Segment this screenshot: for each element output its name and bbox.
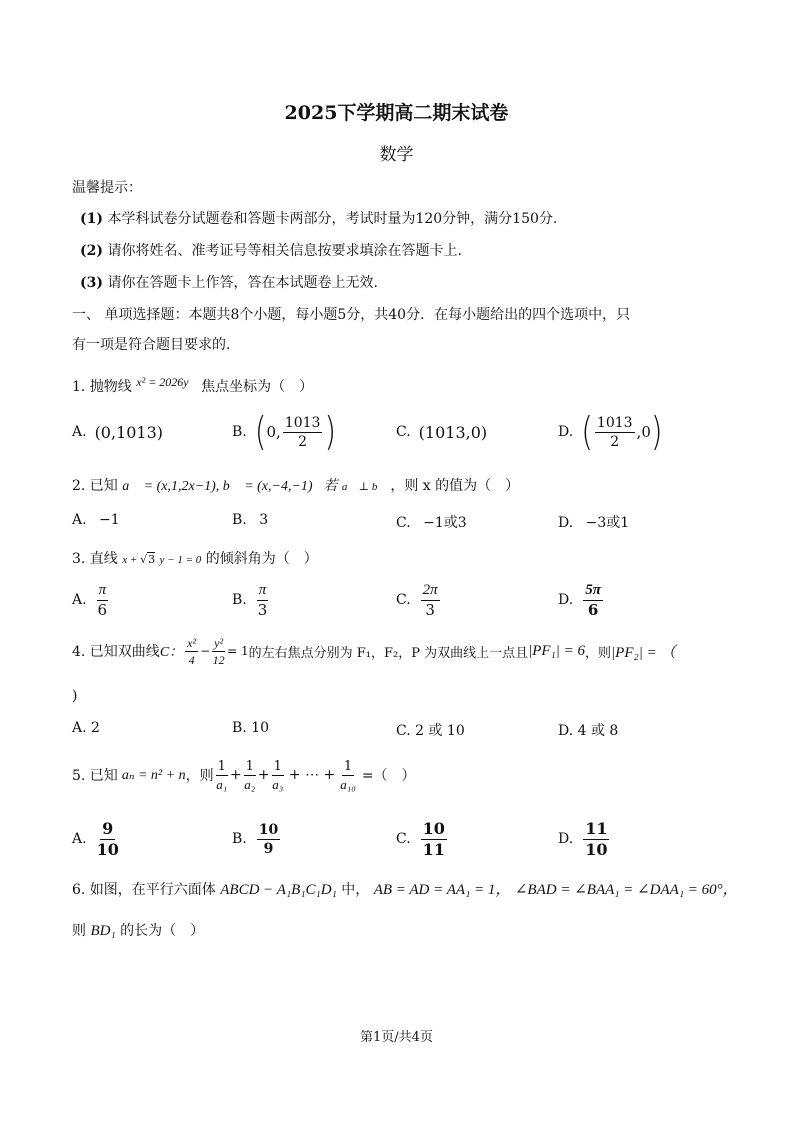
option-label: C. xyxy=(396,424,411,440)
numerator: 10 xyxy=(258,821,279,838)
q1-formula: x² = 2026y xyxy=(136,375,189,389)
option-value: 3 xyxy=(259,512,269,528)
option-value: −1 xyxy=(99,512,120,528)
numerator: 11 xyxy=(585,818,608,838)
q4-curve-label: C： xyxy=(159,645,184,660)
q6-equation-1: AB = AD = AA₁ = 1， xyxy=(373,882,511,898)
denominator: 4 xyxy=(188,652,195,667)
exam-title: 2025下学期高二期末试卷 xyxy=(284,102,509,124)
q6-prefix: 6. 如图，在平行六面体 xyxy=(72,882,216,898)
notice-heading: 温馨提示： xyxy=(72,180,142,196)
notice-item-text: 请你将姓名、准考证号等相关信息按要求填涂在答题卡上. xyxy=(107,243,462,259)
q3-formula: x + xyxy=(122,554,141,566)
option-label: C. xyxy=(396,592,411,608)
option-label: D. xyxy=(558,424,574,440)
q4-option-a: A. 2 xyxy=(72,720,100,736)
fraction xyxy=(283,416,323,449)
q1-option-b xyxy=(232,408,336,456)
q3-option-d xyxy=(558,580,605,620)
q4-then: ，则 xyxy=(585,645,612,661)
q4-prefix: 4. 已知双曲线 xyxy=(72,644,160,660)
q3-option-a xyxy=(72,580,110,620)
notice-item-text: 请你在答题卡上作答，答在本试题卷上无效. xyxy=(107,275,378,291)
q4-option-c: C. 2 或 10 xyxy=(396,723,465,739)
fraction xyxy=(257,583,269,618)
option-label: D. xyxy=(558,592,574,608)
q5-option-d xyxy=(558,816,611,862)
notice-item-1 xyxy=(80,208,557,228)
q4-pf1: |PF₁| = 6 xyxy=(528,642,586,659)
denominator: 10 xyxy=(585,839,608,859)
option-label: A. xyxy=(72,424,87,440)
denominator: a₃ xyxy=(272,776,284,792)
q4-option-d: D. 4 或 8 xyxy=(558,723,619,739)
denominator: 2 xyxy=(298,433,308,450)
question-6-line1 xyxy=(72,878,738,899)
fraction xyxy=(272,760,284,791)
option-label: A. xyxy=(72,592,87,608)
q2-condition: a⃗ ⊥ b⃗ xyxy=(341,481,386,493)
fraction xyxy=(96,818,119,859)
numerator: 2π xyxy=(421,583,440,601)
fraction xyxy=(97,583,109,618)
option-value: (0,1013) xyxy=(94,422,164,442)
notice-item-text: 本学科试卷分试题卷和答题卡两部分，考试时量为120分钟，满分150分. xyxy=(107,211,558,227)
equals: = 1 xyxy=(227,644,249,658)
denominator: 12 xyxy=(212,652,225,667)
option-label: B. xyxy=(232,512,247,528)
subject-title: 数学 xyxy=(379,145,414,165)
fraction xyxy=(216,760,228,791)
denominator: 11 xyxy=(422,839,445,859)
denominator: a₁ xyxy=(216,776,228,792)
option-label: B. xyxy=(232,424,247,440)
option-value: −1或3 xyxy=(423,515,467,531)
option-value: ,0 xyxy=(636,423,651,441)
denominator: 6 xyxy=(587,600,599,619)
denominator: 6 xyxy=(97,600,108,619)
page-number: 第1页/共4页 xyxy=(360,1030,433,1045)
numerator: 10 xyxy=(422,818,445,838)
notice-item-2 xyxy=(80,240,462,260)
fraction xyxy=(421,583,440,618)
notice-item-3 xyxy=(80,272,378,292)
left-paren: ( xyxy=(254,409,267,455)
q4-middle-text: 的左右焦点分别为 F₁，F₂，P 为双曲线上一点且 xyxy=(248,645,529,661)
q2-suffix: ，则 x 的值为（ ） xyxy=(390,478,520,494)
fraction xyxy=(244,760,256,791)
q6-solid: ABCD − A₁B₁C₁D₁ xyxy=(220,882,337,898)
fraction xyxy=(257,823,280,856)
q5-option-b xyxy=(232,816,282,862)
numerator: 1013 xyxy=(284,414,321,431)
q2-option-d xyxy=(558,512,629,532)
fraction xyxy=(421,818,447,859)
q4-pf2: |PF₂| = （ xyxy=(611,644,676,661)
q5-formula: aₙ = n² + n xyxy=(121,767,186,783)
q2-formula: a⃗ = (x,1,2x−1), b⃗ = (x,−4,−1)．若 xyxy=(122,479,338,494)
numerator: x² xyxy=(187,635,197,650)
q3-formula-tail: y − 1 = 0 xyxy=(159,554,202,566)
denominator: 3 xyxy=(257,600,268,619)
q2-option-c xyxy=(396,512,467,532)
numerator: 1 xyxy=(217,758,226,774)
notice-item-num: (2) xyxy=(80,243,103,259)
numerator: π xyxy=(257,583,269,601)
q3-prefix: 3. 直线 xyxy=(72,551,118,567)
q6-mid: 中， xyxy=(341,882,370,898)
numerator: 1 xyxy=(273,758,282,774)
q1-option-c xyxy=(396,410,487,454)
option-label: D. xyxy=(558,831,574,847)
option-label: A. xyxy=(72,512,87,528)
option-value: 0, xyxy=(266,423,281,441)
q6-segment: BD₁ xyxy=(90,923,116,939)
denominator: 10 xyxy=(96,839,119,859)
fraction xyxy=(212,637,225,666)
option-label: A. xyxy=(72,831,87,847)
q3-option-c xyxy=(396,580,442,620)
q1-suffix: 焦点坐标为（ ） xyxy=(201,379,314,395)
numerator: 5π xyxy=(583,583,603,601)
option-label: D. xyxy=(558,515,574,531)
section-heading-line1: 一、 单项选择题：本题共8个小题，每小题5分，共40分．在每小题给出的四个选项中，只 xyxy=(72,307,631,323)
q6-equation-2: ∠BAD = ∠BAA₁ = ∠DAA₁ = 60°， xyxy=(514,882,738,898)
q3-suffix: 的倾斜角为（ ） xyxy=(205,551,318,567)
section-heading-line2: 有一项是符合题目要求的. xyxy=(72,337,231,353)
option-label: C. xyxy=(396,831,411,847)
q4-close-paren: ) xyxy=(72,688,78,704)
question-4 xyxy=(72,632,732,670)
numerator: π xyxy=(97,583,109,601)
fraction xyxy=(583,818,609,859)
q5-option-c xyxy=(396,816,449,862)
fraction xyxy=(583,583,603,618)
fraction xyxy=(595,416,635,449)
question-3: 3. 直线 x + √3 y − 1 = 0 的倾斜角为（ ） xyxy=(72,551,318,567)
ellipsis: + ⋯ + xyxy=(288,767,336,783)
question-2 xyxy=(72,475,519,495)
q3-sqrt-value: 3 xyxy=(148,553,156,566)
q5-prefix: 5. 已知 xyxy=(72,768,118,784)
q1-option-a xyxy=(72,410,163,454)
q2-option-b xyxy=(232,512,268,528)
denominator: 2 xyxy=(610,433,620,450)
question-1 xyxy=(72,375,313,396)
right-paren: ) xyxy=(650,409,663,455)
option-value: −3或1 xyxy=(585,515,630,531)
question-6-line2 xyxy=(72,920,204,940)
q5-then: ，则 xyxy=(185,768,214,784)
question-5: 5. 已知 aₙ = n² + n ，则 $\frac{1}{\text{a₁}}$ + $\frac{1}{\text{a₂}}$ + $\frac{1}{\text{a₃}}$ + ⋯ + $\frac{1}{\text{a₁₀}}$ =（ ） xyxy=(72,758,416,792)
fraction xyxy=(185,637,198,666)
numerator: 9 xyxy=(102,818,114,838)
denominator: 9 xyxy=(263,840,274,857)
minus-sign: − xyxy=(200,644,211,658)
numerator: 1 xyxy=(343,758,353,774)
q1-prefix: 1. 抛物线 xyxy=(72,379,132,395)
q6-suffix: 的长为（ ） xyxy=(120,923,205,939)
q5-option-a xyxy=(72,816,121,862)
notice-item-num: (1) xyxy=(80,211,103,227)
denominator: a₁₀ xyxy=(340,776,356,792)
left-paren: ( xyxy=(581,409,593,455)
q5-suffix: =（ ） xyxy=(361,768,416,784)
q2-prefix: 2. 已知 xyxy=(72,478,118,494)
option-label: B. xyxy=(232,592,247,608)
right-paren: ) xyxy=(324,409,337,455)
q2-option-a xyxy=(72,512,120,528)
option-value: (1013,0) xyxy=(418,422,488,442)
q1-option-d xyxy=(558,408,663,456)
option-label: C. xyxy=(396,515,411,531)
fraction xyxy=(340,760,356,791)
denominator: 3 xyxy=(425,600,435,619)
notice-item-num: (3) xyxy=(80,275,103,291)
numerator: y² xyxy=(214,635,224,650)
numerator: 1 xyxy=(245,758,254,774)
q3-option-b xyxy=(232,580,270,620)
q4-option-b: B. 10 xyxy=(232,720,270,736)
denominator: a₂ xyxy=(244,776,256,792)
option-label: B. xyxy=(232,831,247,847)
q6-then: 则 xyxy=(72,923,86,939)
numerator: 1013 xyxy=(596,414,633,431)
